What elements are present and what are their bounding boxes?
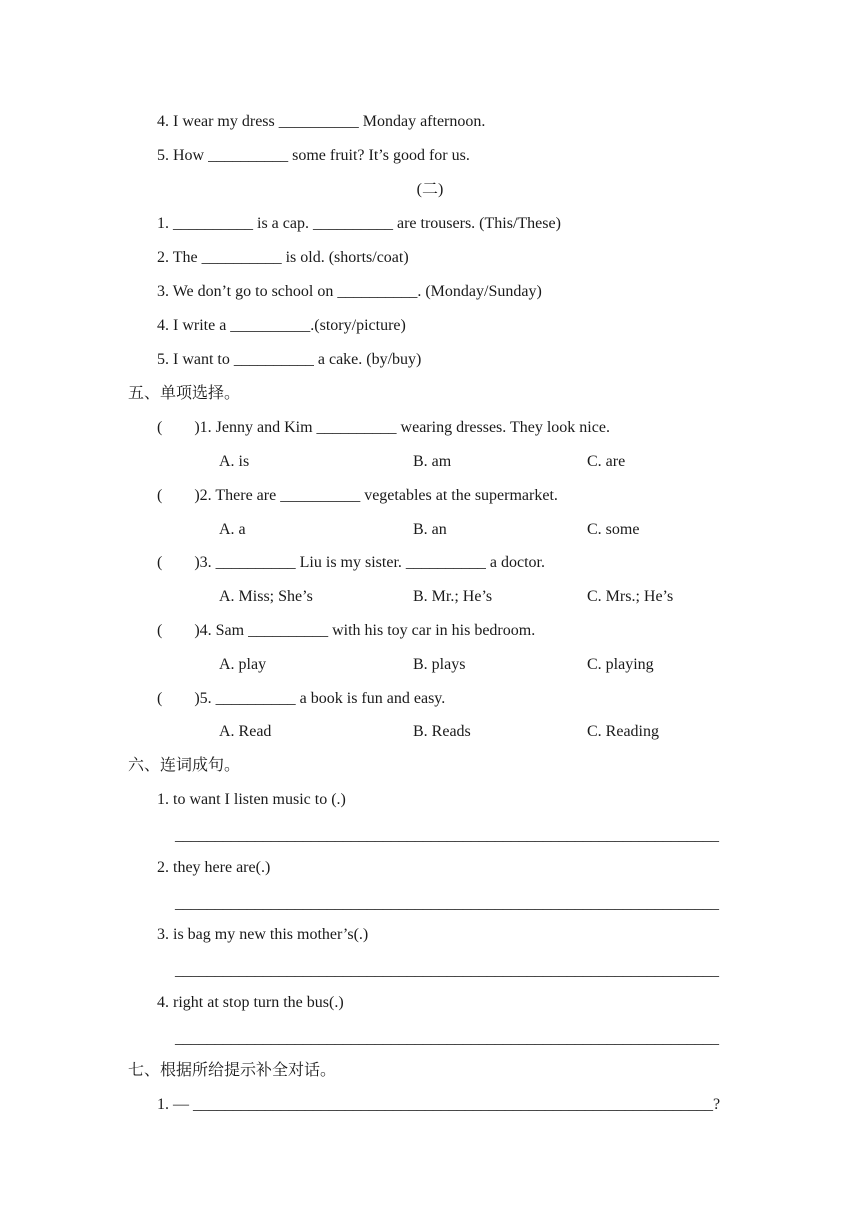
answer-line-4: ____________________________________________________________________ (175, 1030, 719, 1047)
fill-blank-4: 4. I wear my dress __________ Monday afternoon. (157, 113, 486, 130)
mc-option-a: A. play (219, 656, 267, 673)
mc-option-b: B. Reads (413, 723, 471, 740)
subsection-title: (二) (416, 181, 444, 198)
mc-option-c: C. Reading (587, 723, 659, 740)
dialogue-line-1: 1. — _________________________________________________________________? (157, 1096, 721, 1113)
word-order-prompt-4: 4. right at stop turn the bus(.) (157, 994, 344, 1011)
word-order-prompt-2: 2. they here are(.) (157, 859, 271, 876)
mc-question-1: ( )1. Jenny and Kim __________ wearing dresses. They look nice. (157, 419, 610, 436)
word-order-prompt-3: 3. is bag my new this mother’s(.) (157, 926, 369, 943)
mc-option-b: B. am (413, 453, 452, 470)
mc-option-a: A. Miss; She’s (219, 588, 313, 605)
mc-question-5: ( )5. __________ a book is fun and easy. (157, 690, 446, 707)
fill-blank-5: 5. How __________ some fruit? It’s good for us. (157, 147, 470, 164)
mc-option-a: A. a (219, 521, 246, 538)
mc-option-b: B. an (413, 521, 447, 538)
mc-option-a: A. Read (219, 723, 272, 740)
mc-question-3: ( )3. __________ Liu is my sister. __________ a doctor. (157, 554, 545, 571)
mc-option-c: C. are (587, 453, 626, 470)
choose-word-3: 3. We don’t go to school on __________. (Monday/Sunday) (157, 283, 542, 300)
mc-option-c: C. playing (587, 656, 654, 673)
choose-word-1: 1. __________ is a cap. __________ are trousers. (This/These) (157, 215, 561, 232)
mc-option-a: A. is (219, 453, 250, 470)
choose-word-5: 5. I want to __________ a cake. (by/buy) (157, 351, 422, 368)
mc-option-c: C. Mrs.; He’s (587, 588, 674, 605)
mc-option-b: B. plays (413, 656, 466, 673)
answer-line-3: ____________________________________________________________________ (175, 962, 719, 979)
word-order-prompt-1: 1. to want I listen music to (.) (157, 791, 346, 808)
mc-question-4: ( )4. Sam __________ with his toy car in his bedroom. (157, 622, 536, 639)
mc-question-2: ( )2. There are __________ vegetables at the supermarket. (157, 487, 558, 504)
section-heading-six: 六、连词成句。 (128, 757, 241, 774)
section-heading-five: 五、单项选择。 (128, 385, 241, 402)
choose-word-4: 4. I write a __________.(story/picture) (157, 317, 406, 334)
mc-option-b: B. Mr.; He’s (413, 588, 493, 605)
answer-line-1: ____________________________________________________________________ (175, 827, 719, 844)
choose-word-2: 2. The __________ is old. (shorts/coat) (157, 249, 409, 266)
answer-line-2: ____________________________________________________________________ (175, 895, 719, 912)
section-heading-seven: 七、根据所给提示补全对话。 (128, 1062, 337, 1079)
mc-option-c: C. some (587, 521, 640, 538)
